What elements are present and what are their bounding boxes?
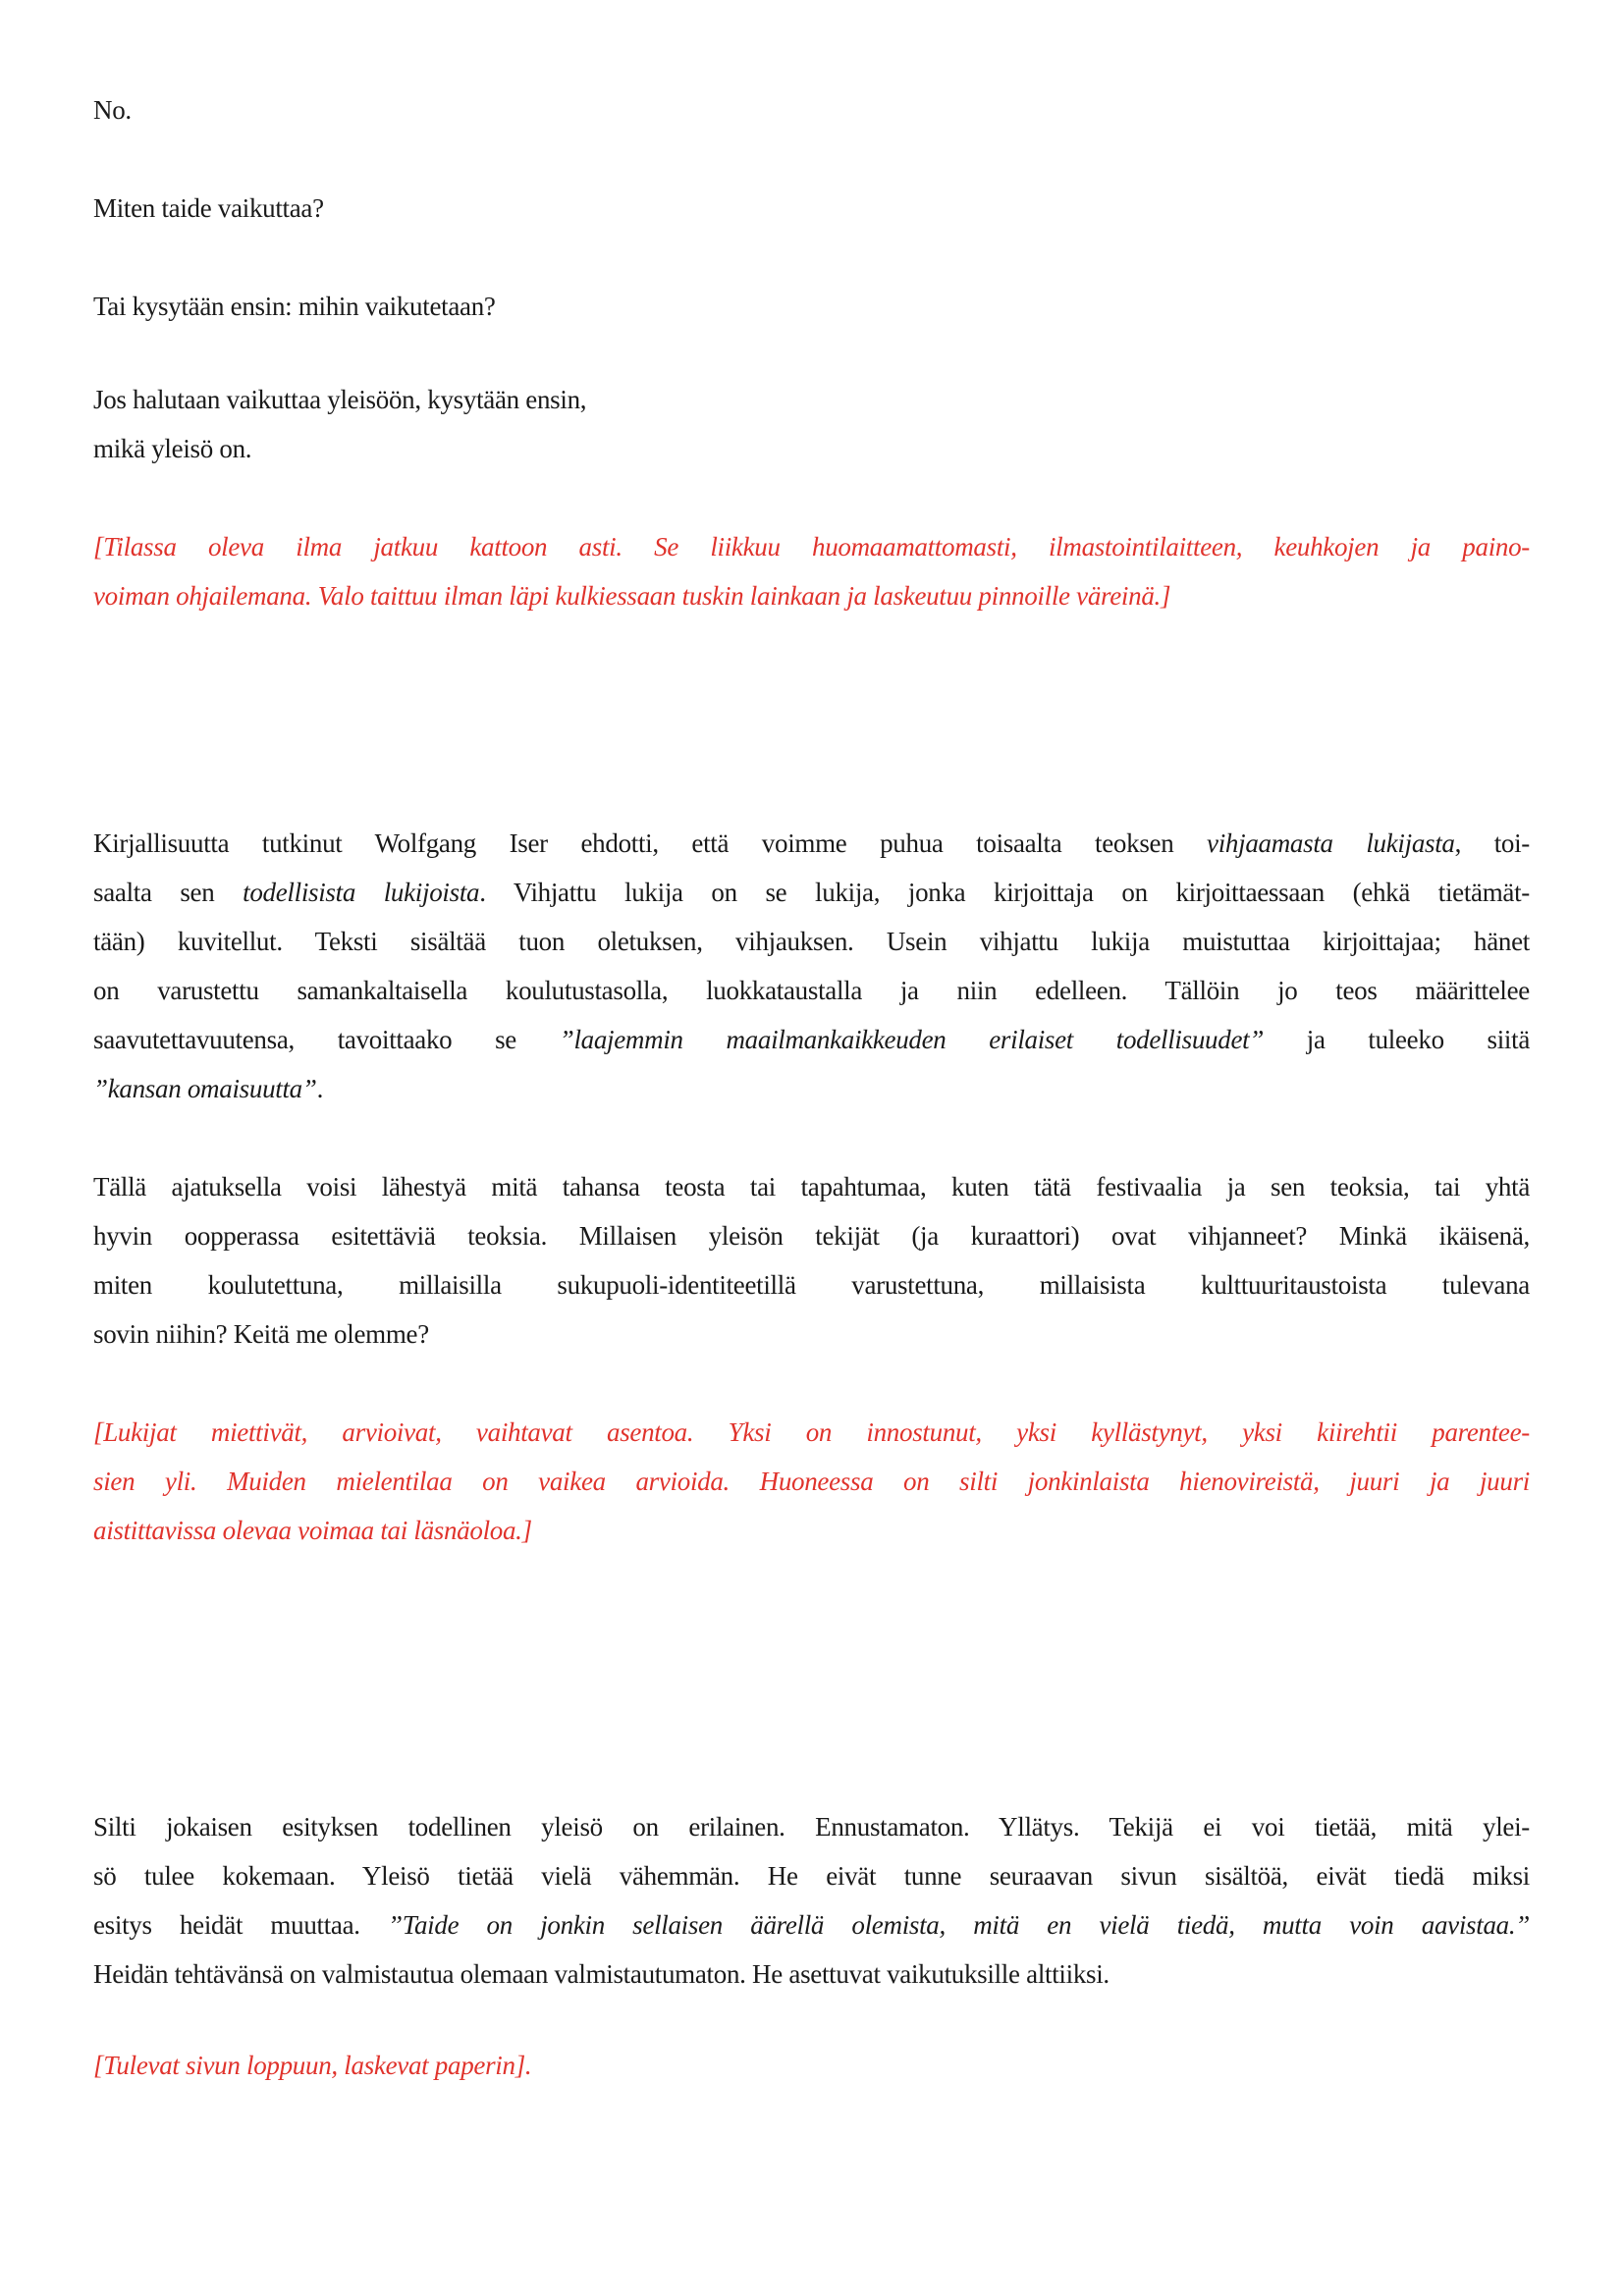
- body-paragraph-3-line-3: [93, 1900, 1530, 1949]
- body-paragraph-1: [93, 819, 1530, 1113]
- text-segment: .: [316, 1074, 324, 1103]
- text-segment: todellisista lukijoista: [243, 878, 480, 907]
- text-segment: sö tulee kokemaan. Yleisö tietää vielä vähemmän. He eivät tunne seuraavan sivun sisältöä, eivät tiedä miksi: [93, 1861, 1530, 1891]
- text-segment: No.: [93, 95, 132, 125]
- stage-direction-2: [93, 1408, 1530, 1555]
- body-paragraph-1-line-3: [93, 917, 1530, 966]
- body-paragraph-2-line-4: [93, 1309, 1530, 1359]
- body-paragraph-1-line-6: [93, 1064, 1530, 1113]
- text-segment: on varustettu samankaltaisella koulutustasolla, luokkataustalla ja niin edelleen. Tällöin jo teos määrittelee: [93, 976, 1530, 1005]
- text-segment: , toi-: [1454, 828, 1530, 858]
- text-segment: Heidän tehtävänsä on valmistautua olemaan valmistautumaton. He asettuvat vaikutuksille alttiiksi.: [93, 1959, 1110, 1989]
- question-how-art-affects-line-1: [93, 184, 1530, 233]
- text-segment: [Tulevat sivun loppuun, laskevat paperin].: [93, 2051, 532, 2080]
- text-segment: Kirjallisuutta tutkinut Wolfgang Iser ehdotti, että voimme puhua toisaalta teoksen: [93, 828, 1208, 858]
- text-segment: ”Taide on jonkin sellaisen äärellä olemista, mitä en vielä tiedä, mutta voin aavistaa.”: [388, 1910, 1531, 1940]
- body-paragraph-3-line-1: [93, 1802, 1530, 1851]
- text-segment: [Tilassa oleva ilma jatkuu kattoon asti. Se liikkuu huomaamattomasti, ilmastointilaitteen, keuhkojen ja paino-: [93, 532, 1530, 561]
- audience-statement-line-1: [93, 375, 1530, 424]
- body-paragraph-2: [93, 1162, 1530, 1359]
- opening-word-line-1: [93, 85, 1530, 134]
- text-segment: voiman ohjailemana. Valo taittuu ilman läpi kulkiessaan tuskin lainkaan ja laskeutuu pinnoille väreinä.]: [93, 581, 1171, 611]
- text-segment: ja tuleeko siitä: [1264, 1025, 1530, 1054]
- text-segment: saalta sen: [93, 878, 244, 907]
- body-paragraph-3-line-4: [93, 1949, 1530, 1999]
- question-what-is-affected-line-1: [93, 282, 1530, 331]
- text-segment: vihjaamasta lukijasta: [1207, 828, 1455, 858]
- body-paragraph-1-line-4: [93, 966, 1530, 1015]
- text-segment: Jos halutaan vaikuttaa yleisöön, kysytään ensin,: [93, 385, 587, 414]
- body-paragraph-1-line-5: [93, 1015, 1530, 1064]
- audience-statement: [93, 375, 1530, 473]
- text-segment: hyvin oopperassa esitettäviä teoksia. Millaisen yleisön tekijät (ja kuraattori) ovat vihjanneet? Minkä ikäisenä,: [93, 1221, 1530, 1251]
- stage-direction-3: [93, 2041, 1530, 2090]
- text-segment: Silti jokaisen esityksen todellinen yleisö on erilainen. Ennustamaton. Yllätys. Tekijä ei voi tietää, mitä ylei-: [93, 1812, 1530, 1842]
- stage-direction-2-line-2: [93, 1457, 1530, 1506]
- text-segment: Miten taide vaikuttaa?: [93, 193, 324, 223]
- text-segment: esitys heidät muuttaa.: [93, 1910, 389, 1940]
- text-segment: ”laajemmin maailmankaikkeuden erilaiset todellisuudet”: [559, 1025, 1265, 1054]
- text-segment: mikä yleisö on.: [93, 434, 252, 463]
- stage-direction-1-line-2: [93, 571, 1530, 620]
- audience-statement-line-2: [93, 424, 1530, 473]
- body-paragraph-1-line-1: [93, 819, 1530, 868]
- body-paragraph-2-line-1: [93, 1162, 1530, 1211]
- body-paragraph-2-line-2: [93, 1211, 1530, 1260]
- text-segment: . Vihjattu lukija on se lukija, jonka kirjoittaja on kirjoittaessaan (ehkä tietämät-: [479, 878, 1530, 907]
- body-paragraph-3-line-2: [93, 1851, 1530, 1900]
- question-what-is-affected: [93, 282, 1530, 331]
- stage-direction-1-line-1: [93, 522, 1530, 571]
- text-segment: Tällä ajatuksella voisi lähestyä mitä tahansa teosta tai tapahtumaa, kuten tätä festivaalia ja sen teoksia, tai yhtä: [93, 1172, 1530, 1201]
- text-segment: ”kansan omaisuutta”: [93, 1074, 317, 1103]
- text-segment: Tai kysytään ensin: mihin vaikutetaan?: [93, 292, 496, 321]
- stage-direction-1: [93, 522, 1530, 620]
- text-segment: [Lukijat miettivät, arvioivat, vaihtavat asentoa. Yksi on innostunut, yksi kyllästynyt, yksi kiirehtii parentee-: [93, 1417, 1530, 1447]
- body-paragraph-1-line-2: [93, 868, 1530, 917]
- opening-word: [93, 85, 1530, 134]
- text-segment: aistittavissa olevaa voimaa tai läsnäoloa.]: [93, 1516, 532, 1545]
- stage-direction-2-line-3: [93, 1506, 1530, 1555]
- text-segment: sien yli. Muiden mielentilaa on vaikea arvioida. Huoneessa on silti jonkinlaista hienovireistä, juuri ja juuri: [93, 1467, 1530, 1496]
- stage-direction-3-line-1: [93, 2041, 1530, 2090]
- body-paragraph-2-line-3: [93, 1260, 1530, 1309]
- text-segment: miten koulutettuna, millaisilla sukupuoli-identiteetillä varustettuna, millaisista kulttuuritaustoista tulevana: [93, 1270, 1530, 1300]
- stage-direction-2-line-1: [93, 1408, 1530, 1457]
- text-segment: tään) kuvitellut. Teksti sisältää tuon oletuksen, vihjauksen. Usein vihjattu lukija muistuttaa kirjoittajaa; hänet: [93, 927, 1530, 956]
- question-how-art-affects: [93, 184, 1530, 233]
- body-paragraph-3: [93, 1802, 1530, 1999]
- text-segment: sovin niihin? Keitä me olemme?: [93, 1319, 429, 1349]
- text-segment: saavutettavuutensa, tavoittaako se: [93, 1025, 560, 1054]
